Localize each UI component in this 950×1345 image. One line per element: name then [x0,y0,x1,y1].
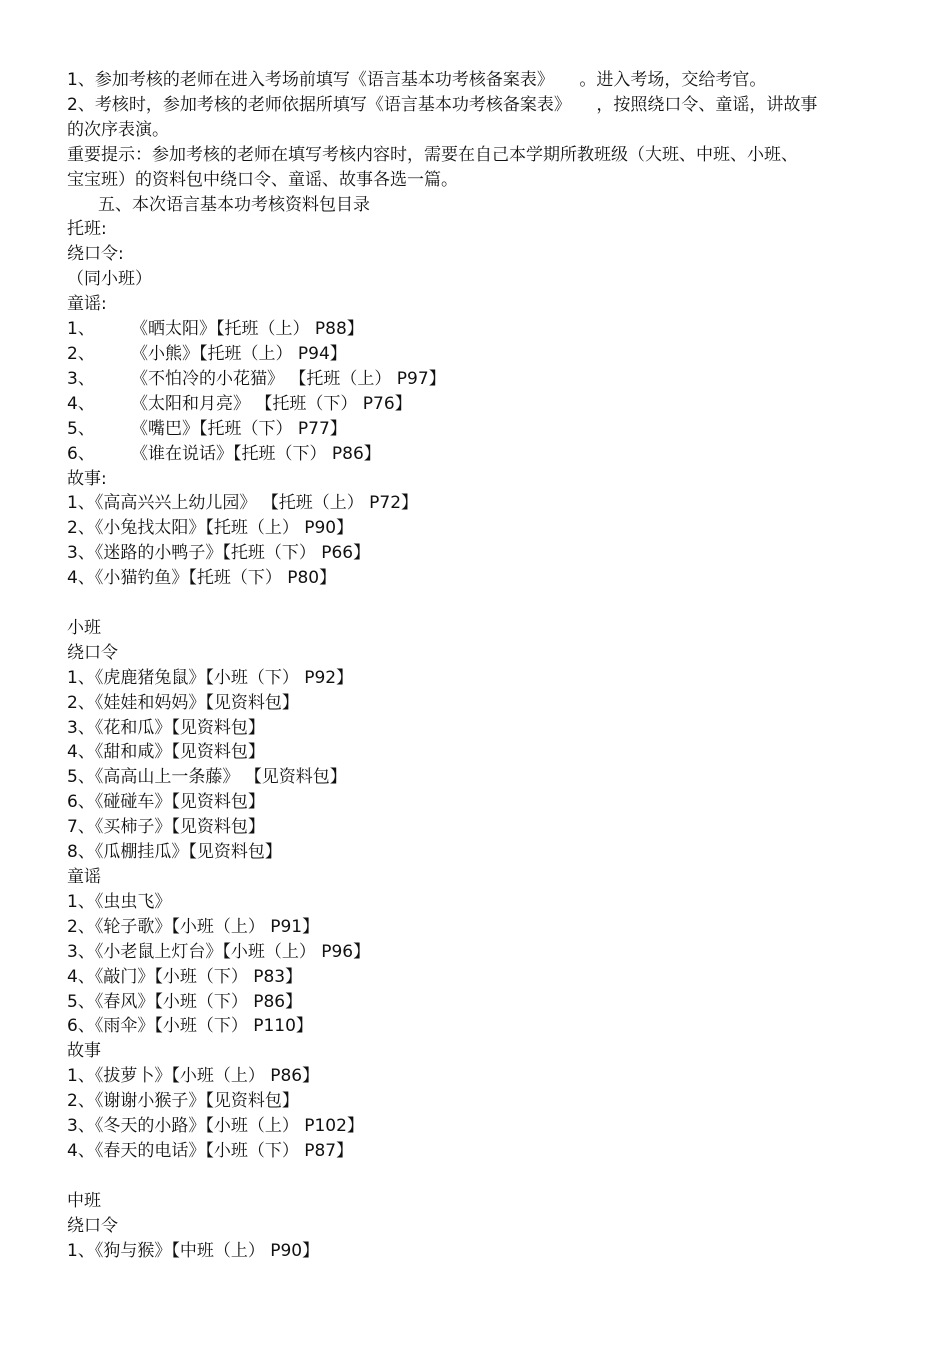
item-title: 《高高山上一条藤》 [94,767,240,788]
item-title: 《小兔找太阳》 [94,518,206,539]
item-num: 1、 [67,493,95,514]
list-item [67,666,887,691]
item-ref: 【见资料包】 [239,767,347,788]
item-title: 《拔萝卜》 [94,1066,172,1087]
item-title: 《瓜棚挂瓜》 [94,842,189,863]
item-num: 2、 [67,518,95,539]
item-title: 《敲门》 [94,966,155,987]
xiaoban-section [67,616,887,1164]
tongyao-heading: 童谣: [67,294,107,315]
toban-tongyao-list [67,317,887,466]
item-ref: 【托班（下） P76】 [250,393,412,414]
item-ref: 【见资料包】 [171,817,265,838]
intro-section [67,68,887,193]
item-ref: 【见资料包】 [205,692,299,713]
item-num: 4、 [67,568,95,589]
list-item [67,516,887,541]
item-title: 《甜和咸》 [94,742,172,763]
item-ref: 【托班（下） P77】 [199,418,347,439]
list-item [67,890,887,915]
zhongban-section [67,1189,887,1264]
class-heading-zhongban: 中班 [67,1190,101,1211]
section-title: 五、本次语言基本功考核资料包目录 [98,194,370,215]
item-title: 《春天的电话》 [94,1140,206,1161]
list-item [67,1114,887,1139]
list-item [67,541,887,566]
list-item [67,691,887,716]
item-title: 《迷路的小鸭子》 [94,543,223,564]
item-ref: 【托班（下） P80】 [188,568,337,589]
list-item [67,1014,887,1039]
item-ref: 【小班（下） P83】 [154,966,303,987]
item-ref: 【见资料包】 [205,1091,299,1112]
item-num: 1、 [67,1240,95,1261]
item-ref: 【小班（上） P91】 [171,916,320,937]
toban-gushi-list [67,491,887,591]
document-page [67,68,887,1263]
raokouling-heading: 绕口令 [67,1215,118,1236]
gushi-heading: 故事 [67,1041,101,1062]
list-item [67,566,887,591]
tongyao-heading: 童谣 [67,866,101,887]
list-item [67,1239,887,1264]
item-num: 4、 [67,393,95,414]
item-num: 3、 [67,543,95,564]
item-num: 6、 [67,792,95,813]
list-item [67,965,887,990]
item-title: 《买柿子》 [94,817,172,838]
list-item [67,367,887,392]
item-ref: 【小班（下） P86】 [154,991,303,1012]
intro-line: 1、参加考核的老师在进入考场前填写《语言基本功考核备案表》 。进入考场，交给考官。 [67,70,767,90]
intro-line: 重要提示：参加考核的老师在填写考核内容时，需要在自己本学期所教班级（大班、中班、小班、 [67,144,798,165]
item-num: 2、 [67,343,95,364]
zhongban-rao-list [67,1239,887,1264]
item-title: 《春风》 [94,991,155,1012]
raokouling-heading: 绕口令 [67,642,118,663]
item-ref: 【小班（上） P102】 [205,1116,364,1137]
list-item [67,790,887,815]
item-title: 《谢谢小猴子》 [94,1091,206,1112]
item-num: 4、 [67,1140,95,1161]
gushi-heading: 故事: [67,468,107,489]
item-num: 1、 [67,891,95,912]
list-item [67,740,887,765]
list-item [67,1089,887,1114]
item-num: 8、 [67,842,95,863]
intro-line: 2、考核时，参加考核的老师依据所填写《语言基本功考核备案表》 ，按照绕口令、童谣，讲故事 [67,94,818,115]
item-title: 《晒太阳》 [131,319,216,340]
item-num: 5、 [67,991,95,1012]
spacer [67,1164,887,1189]
list-item [67,940,887,965]
item-num: 6、 [67,443,95,464]
item-ref: 【托班（上） P88】 [216,319,364,340]
list-item [67,990,887,1015]
item-title: 《谁在说话》 [131,443,233,464]
class-heading-toban: 托班: [67,219,107,240]
intro-line: 的次序表演。 [67,119,169,140]
item-num: 3、 [67,717,95,738]
raokouling-heading: 绕口令: [67,244,124,265]
list-item [67,840,887,865]
item-title: 《小猫钓鱼》 [94,568,189,589]
list-item [67,915,887,940]
item-ref: 【小班（下） P92】 [205,667,354,688]
item-title: 《碰碰车》 [94,792,172,813]
list-item [67,1064,887,1089]
item-ref: 【小班（上） P96】 [222,941,371,962]
list-item [67,716,887,741]
item-ref: 【见资料包】 [171,792,265,813]
item-title: 《小老鼠上灯台》 [94,941,223,962]
item-ref: 【托班（上） P97】 [284,368,446,389]
item-num: 1、 [67,667,95,688]
item-title: 《虫虫飞》 [94,891,172,912]
item-num: 2、 [67,692,95,713]
class-heading-xiaoban: 小班 [67,617,101,638]
item-num: 1、 [67,319,95,340]
item-num: 4、 [67,966,95,987]
item-title: 《嘴巴》 [131,418,199,439]
item-title: 《太阳和月亮》 [131,393,250,414]
item-ref: 【小班（上） P86】 [171,1066,320,1087]
item-ref: 【小班（下） P110】 [154,1016,313,1037]
item-ref: 【见资料包】 [171,742,265,763]
list-item [67,442,887,467]
xiaoban-rao-list [67,666,887,865]
list-item [67,392,887,417]
list-item [67,815,887,840]
spacer [67,591,887,616]
item-num: 5、 [67,418,95,439]
item-num: 5、 [67,767,95,788]
item-title: 《轮子歌》 [94,916,172,937]
item-num: 7、 [67,817,95,838]
toban-section [67,217,887,591]
intro-line: 宝宝班）的资料包中绕口令、童谣、故事各选一篇。 [67,169,458,190]
list-item [67,417,887,442]
item-num: 2、 [67,1091,95,1112]
item-title: 《雨伞》 [94,1016,155,1037]
item-ref: 【见资料包】 [171,717,265,738]
list-item [67,317,887,342]
item-num: 2、 [67,916,95,937]
item-ref: 【托班（上） P72】 [256,493,419,514]
list-item [67,1139,887,1164]
item-title: 《花和瓜》 [94,717,172,738]
item-num: 4、 [67,742,95,763]
item-num: 1、 [67,1066,95,1087]
item-ref: 【小班（下） P87】 [205,1140,354,1161]
item-num: 3、 [67,368,95,389]
item-title: 《虎鹿猪兔鼠》 [94,667,206,688]
item-title: 《冬天的小路》 [94,1116,206,1137]
list-item [67,765,887,790]
item-ref: 【托班（下） P66】 [222,543,371,564]
xiaoban-gushi-list [67,1064,887,1164]
item-num: 6、 [67,1016,95,1037]
xiaoban-tongyao-list [67,890,887,1039]
list-item [67,342,887,367]
item-title: 《娃娃和妈妈》 [94,692,206,713]
item-ref: 【托班（上） P90】 [205,518,354,539]
item-num: 3、 [67,941,95,962]
item-num: 3、 [67,1116,95,1137]
item-title: 《高高兴兴上幼儿园》 [94,493,257,514]
item-title: 《不怕冷的小花猫》 [131,368,284,389]
item-ref: 【托班（上） P94】 [199,343,347,364]
item-title: 《小熊》 [131,343,199,364]
item-ref: 【见资料包】 [188,842,282,863]
item-ref: 【托班（下） P86】 [233,443,381,464]
raokouling-note: （同小班） [67,269,152,290]
item-ref: 【中班（上） P90】 [171,1240,320,1261]
item-title: 《狗与猴》 [94,1240,172,1261]
list-item [67,491,887,516]
